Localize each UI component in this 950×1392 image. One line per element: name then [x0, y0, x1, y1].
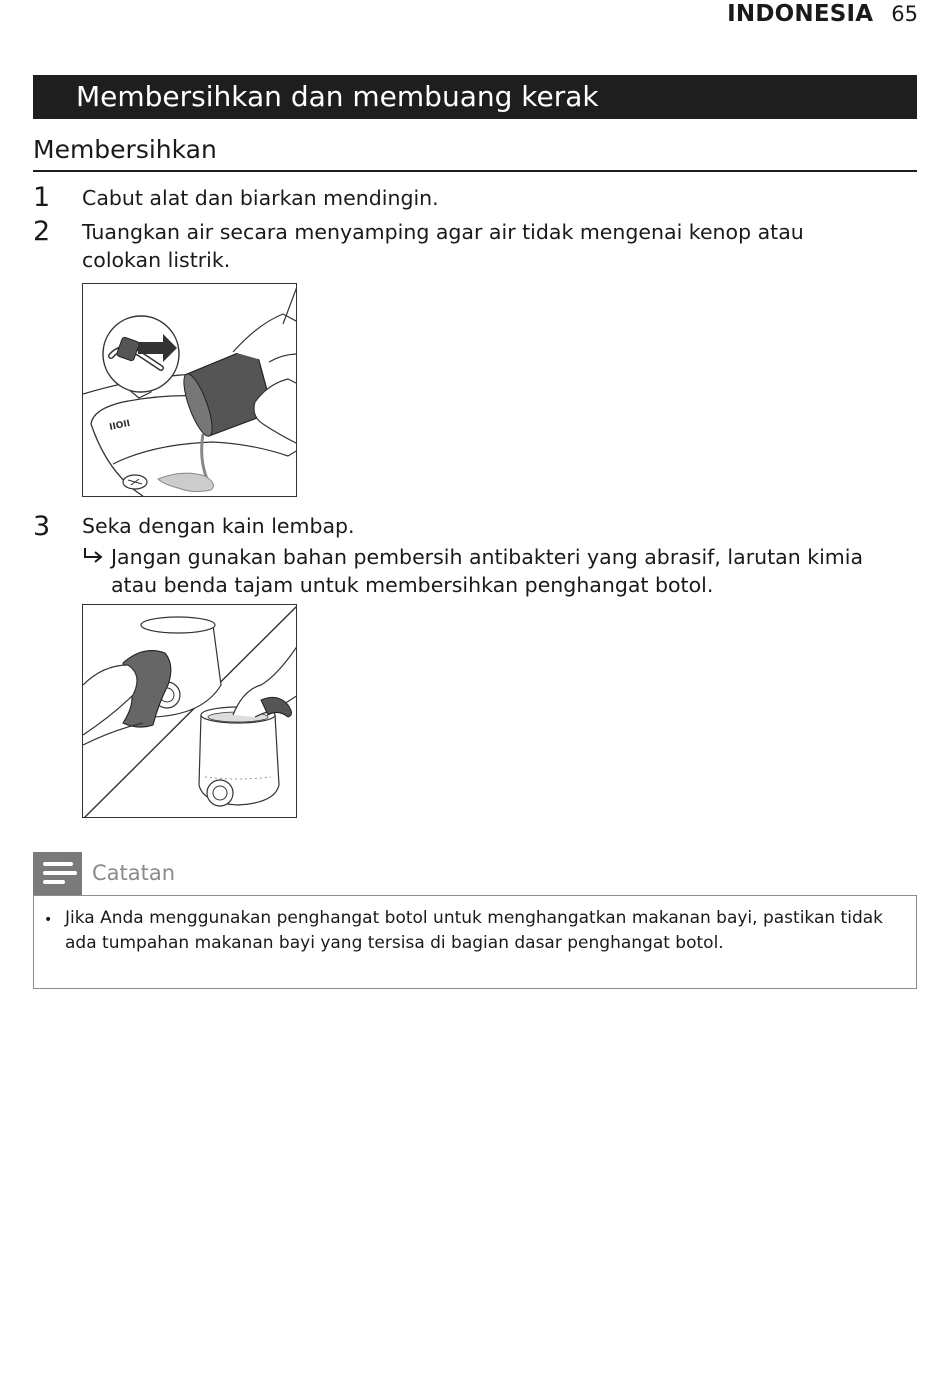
page-header [727, 0, 918, 28]
note-icon [33, 852, 82, 895]
step-1-number: 1 [33, 182, 51, 213]
step-3-text: Seka dengan kain lembap. [82, 514, 355, 538]
note-bullet: • [44, 912, 53, 928]
step-1-text: Cabut alat dan biarkan mendingin. [82, 186, 439, 210]
step-3-result-line1: Jangan gunakan bahan pembersih antibakteri yang abrasif, larutan kimia [111, 545, 864, 569]
note-title: Catatan [92, 861, 176, 885]
step-3-result-line2: atau benda tajam untuk membersihkan penghangat botol. [111, 573, 714, 597]
pour-water-illustration [82, 283, 297, 497]
page-number: 65 [891, 2, 918, 26]
svg-text:IIOII: IIOII [108, 418, 132, 433]
section-title-bar [33, 75, 917, 119]
note-box [33, 895, 917, 989]
step-2-text-line2: colokan listrik. [82, 248, 231, 272]
step-2-number: 2 [33, 216, 51, 247]
step-2-text-line1: Tuangkan air secara menyamping agar air tidak mengenai kenop atau [82, 220, 804, 244]
section-title: Membersihkan dan membuang kerak [76, 80, 599, 113]
subsection-title: Membersihkan [33, 135, 217, 164]
wipe-cloth-illustration [82, 604, 297, 818]
note-text: Jika Anda menggunakan penghangat botol untuk menghangatkan makanan bayi, pastikan tidak ada tumpahan makanan bayi yang tersisa di bagian dasar penghangat botol. [65, 908, 884, 953]
result-arrow-icon [82, 544, 106, 568]
step-3-number: 3 [33, 511, 51, 542]
subsection-rule [33, 170, 917, 172]
header-language: INDONESIA [727, 1, 874, 27]
